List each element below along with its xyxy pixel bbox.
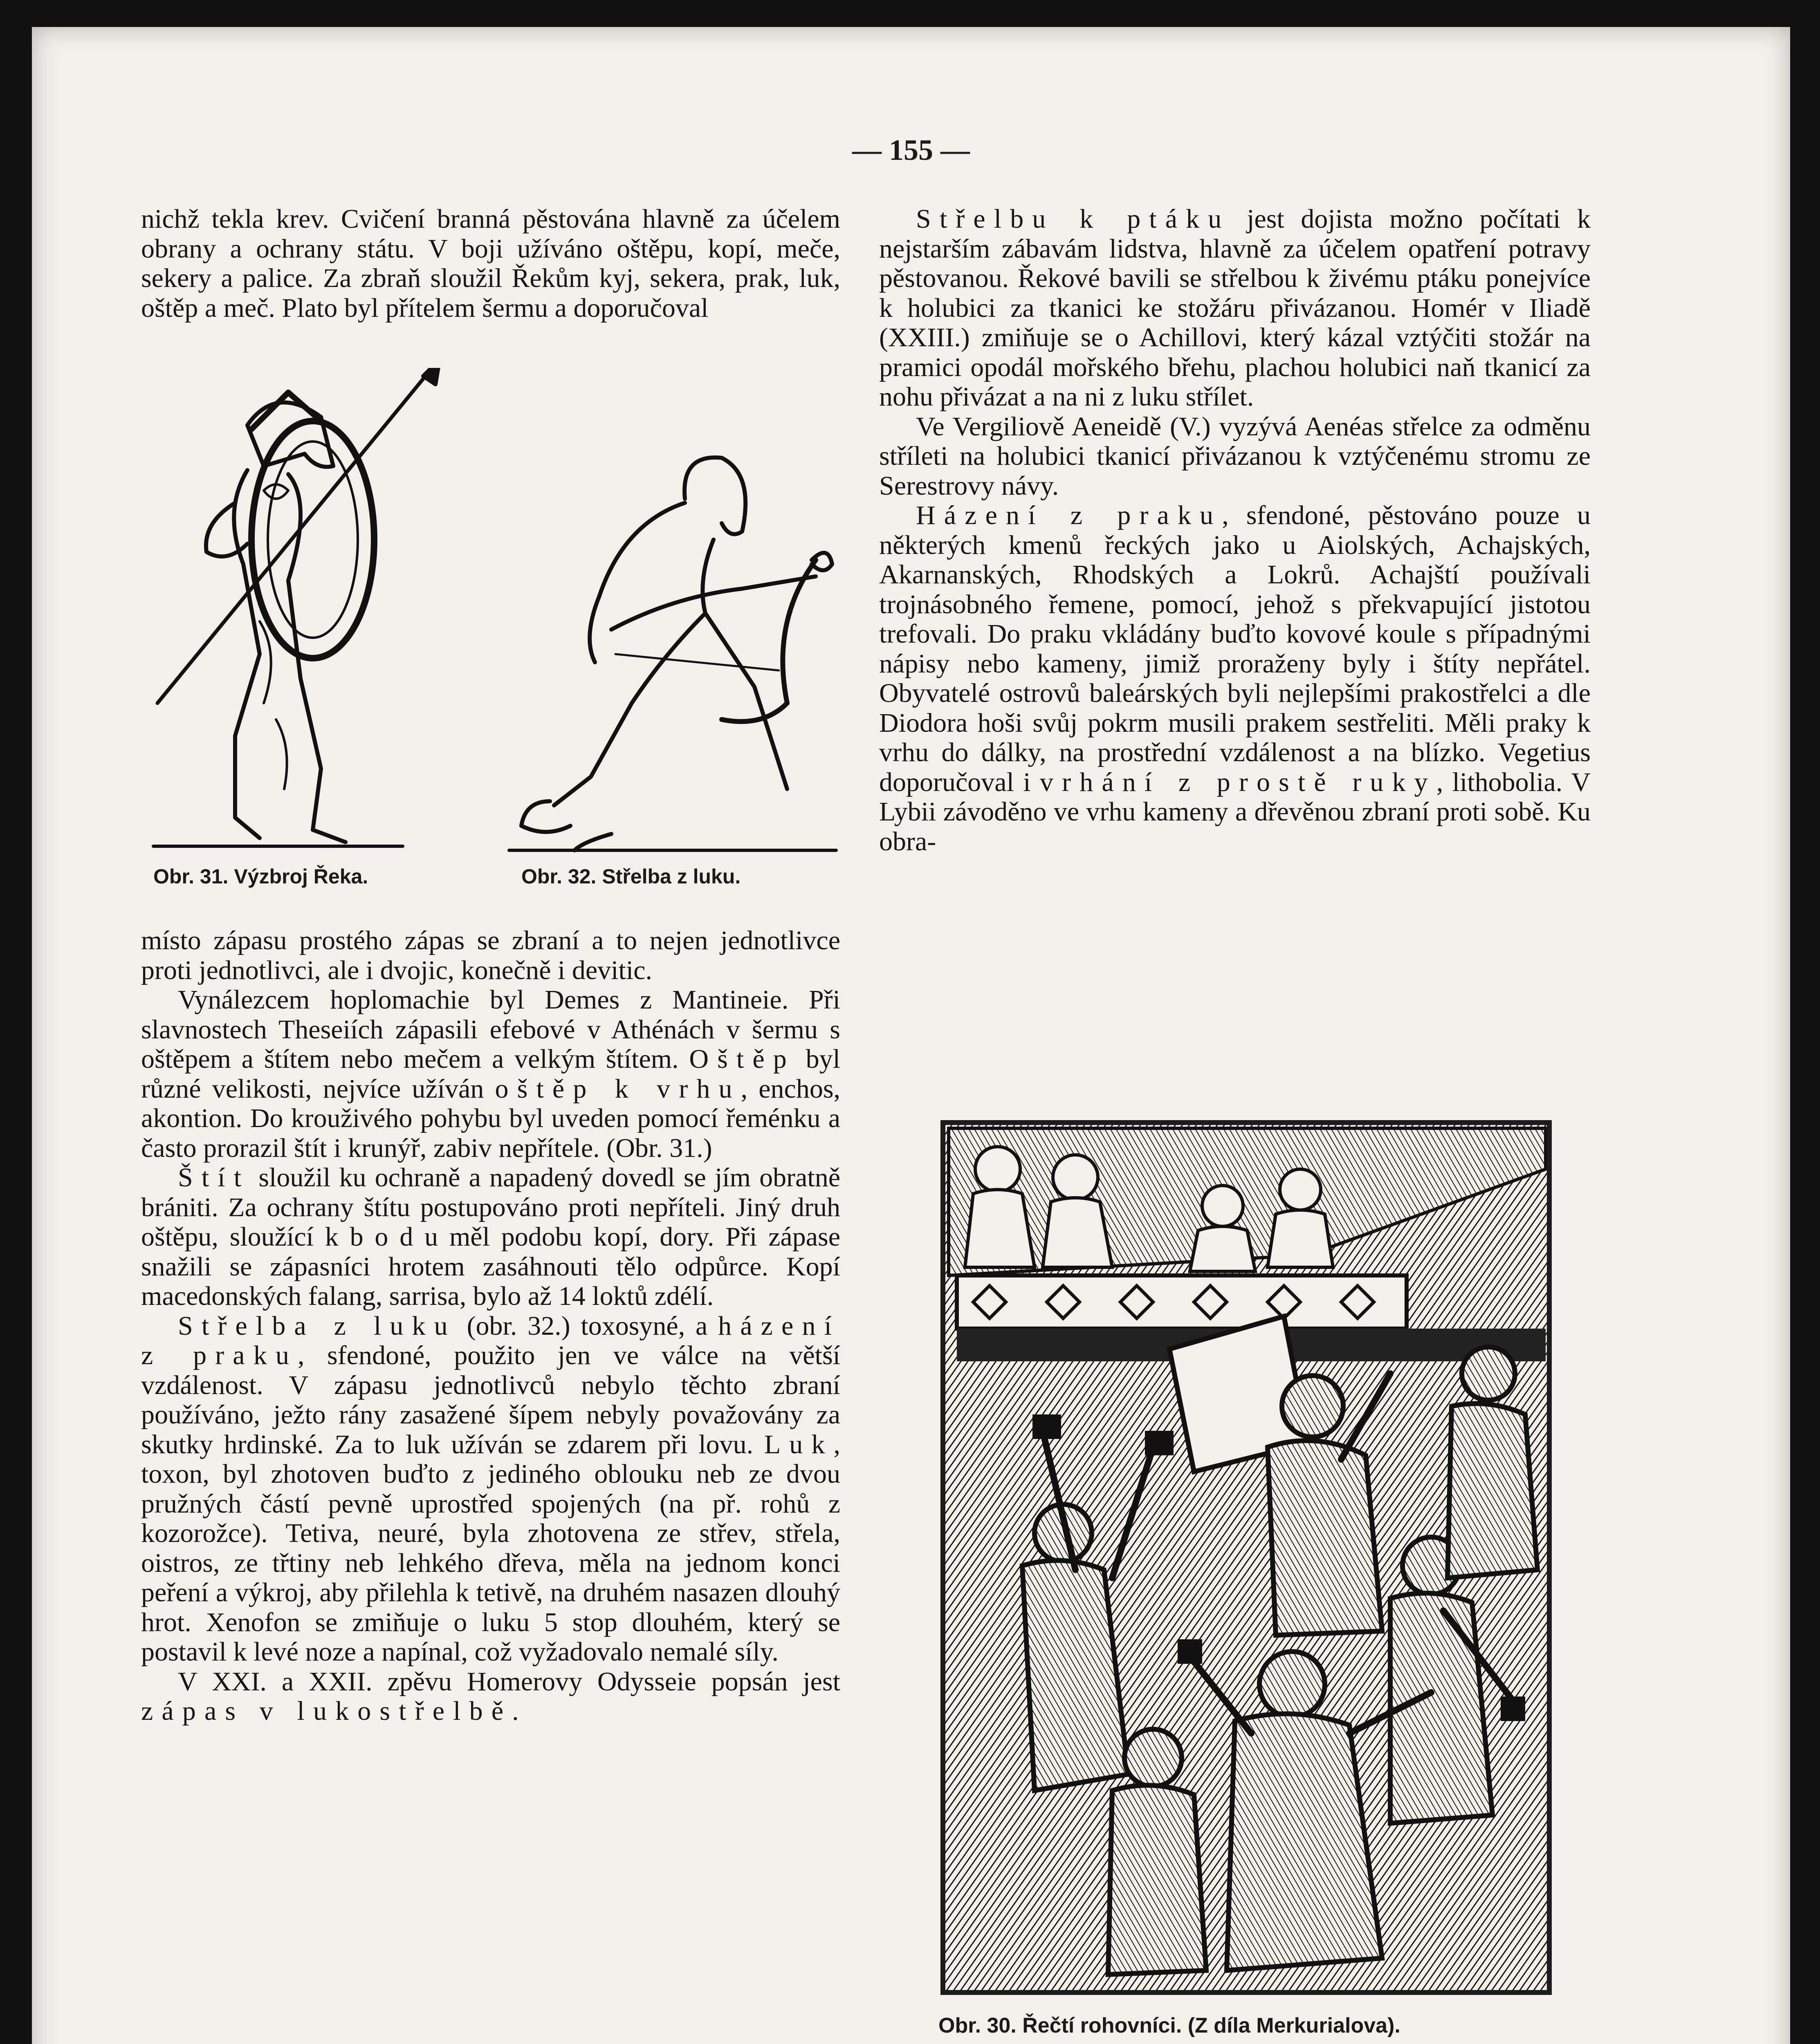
- left-paragraph-5: Střelba z luku (obr. 32.) toxosyné, a házení z praku, sfendoné, použito jen ve válce na větší vzdálenost. V zápasu jednotlivců nebylo těchto zbraní používáno, ježto rány zasažené šípem nebyly považovány za skutky hrdinské. Za to luk užíván se zdarem při lovu. Luk, toxon, byl zhotoven buďto z jediného oblouku neb ze dvou pružných částí pevně uprostřed spojených (na př. rohů z kozorožce). Tetiva, neuré, byla zhotovena ze střev, střela, oistros, ze třtiny neb lehkého dřeva, měla na jednom konci peření a výkroj, aby přilehla k tetivě, na druhém nasazen dlouhý hrot. Xenofon se zmiňuje o luku 5 stop dlouhém, který se postavil k levé noze a napínal, což vyžadovalo nemalé síly.: [141, 1311, 841, 1667]
- left-column-top: [141, 204, 840, 323]
- left-column-bottom: [141, 926, 840, 1726]
- woodcut-illustration: [940, 1120, 1552, 1995]
- right-paragraph-1: Střelbu k ptáku jest dojista možno počítati k nejstarším zábavám lidstva, hlavně za účelem opatření potravy pěstovanou. Řekové bavili se střelbou k živému ptáku ponejvíce k holubici za tkanici ke stožáru přivázanou. Homér v Iliadě (XXIII.) zmiňuje se o Achillovi, který kázal vztýčiti stožár na pramici opodál mořského břehu, plachou holubici naň tkanicí za nohu přivázat a na ni z luku střílet.: [879, 204, 1591, 412]
- left-paragraph-1: nichž tekla krev. Cvičení branná pěstována hlavně za účelem obrany a ochrany státu. V boji užíváno oštěpu, kopí, meče, sekery a palice. Za zbraň sloužil Řekům kyj, sekera, prak, luk, oštěp a meč. Plato byl přítelem šermu a doporučoval: [141, 204, 840, 323]
- figure-30-caption: Obr. 30. Řečtí rohovníci. (Z díla Merkurialova).: [938, 2014, 1400, 2037]
- right-paragraph-2: Ve Vergiliově Aeneidě (V.) vyzývá Aenéas střelce za odměnu stříleti na holubici tkanicí přivázanou k vztýčenému stromu ze Serestrovy návy.: [879, 411, 1591, 501]
- left-paragraph-2: místo zápasu prostého zápas se zbraní a to nejen jednotlivce proti jednotlivci, ale i dvojic, konečně i devitic.: [141, 926, 840, 985]
- left-paragraph-3: Vynálezcem hoplomachie byl Demes z Mantineie. Při slavnostech Theseiích zápasili efebové v Athénách v šermu s oštěpem a štítem nebo mečem a velkým štítem. Oštěp byl různé velikosti, nejvíce užíván oštěp k vrhu, enchos, akontion. Do krouživého pohybu byl uveden pomocí řeménku a často prorazil štít i krunýř, zabiv nepřítele. (Obr. 31.): [141, 985, 841, 1163]
- page-number: — 155 —: [852, 134, 970, 166]
- figure-31-caption: Obr. 31. Výzbroj Řeka.: [153, 865, 368, 888]
- warrior-illustration: [141, 368, 840, 908]
- figure-30: [940, 1120, 1552, 2038]
- right-paragraph-3: Házení z praku, sfendoné, pěstováno pouze u některých kmenů řeckých jako u Aiolských, Achajských, Akarnanských, Rhodských a Lokrů. Achajští používali trojnásobného řemene, pomocí, jehož s překvapující jistotou trefovali. Do praku vkládány buďto kovové koule s případnými nápisy nebo kameny, jimiž proraženy byly i štíty nepřátel. Obyvatelé ostrovů baleárských byli nejlepšími prakostřelci a dle Diodora hoši svůj pokrm musili prakem sestřeliti. Měli praky k vrhu do dálky, na prostřední vzdálenost a na blízko. Vegetius doporučoval i vrhání z prostě ruky, lithobolia. V Lybii závoděno ve vrhu kameny a dřevěnou zbraní proti sobě. Ku obra-: [879, 500, 1591, 856]
- figures-31-32: [141, 368, 840, 908]
- figure-32-caption: Obr. 32. Střelba z luku.: [521, 865, 741, 888]
- right-column: [879, 204, 1591, 856]
- left-paragraph-4: Štít sloužil ku ochraně a napadený dovedl se jím obratně brániti. Za ochrany štítu postupováno proti nepříteli. Jiný druh oštěpu, sloužící k b o d u měl podobu kopí, dory. Při zápase snažili se zápasníci hrotem zasáhnouti tělo odpůrce. Kopí macedonských falang, sarrisa, bylo až 14 loktů zdélí.: [141, 1163, 840, 1311]
- left-paragraph-6: V XXI. a XXII. zpěvu Homerovy Odysseie popsán jest zápas v lukostřelbě.: [141, 1666, 840, 1726]
